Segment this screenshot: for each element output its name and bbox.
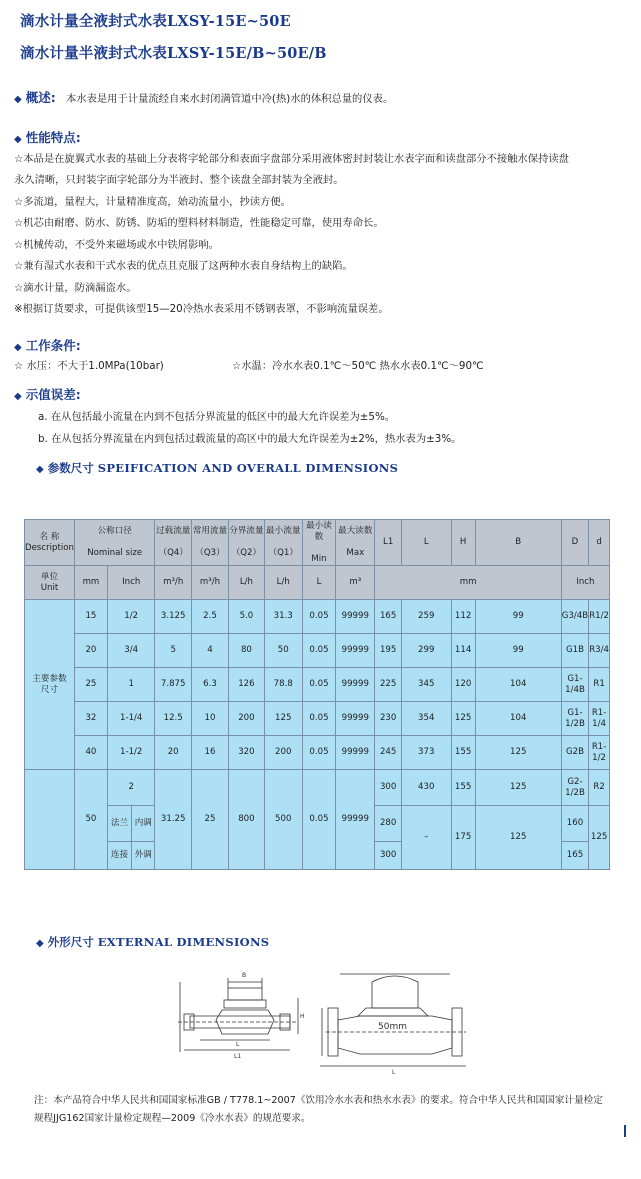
cell: 外调 [132,842,155,870]
overview-label: 概述: [25,90,56,105]
cell: 15 [74,600,107,634]
cell: 连接 [107,842,131,870]
table-row [25,702,610,736]
cell: 32 [74,702,107,736]
title-full-seal: 滴水计量全液封式水表LXSY-15E~50E [20,13,291,30]
cell: 1 [107,668,155,702]
feature-line: ※根据订货要求，可提供该型15—20冷热水表采用不锈钢表罩，不影响流量误差。 [14,303,389,315]
cell: 125 [475,736,561,770]
cell: 354 [401,702,451,736]
header-q3: 常用流量 （Q3） [191,520,228,566]
external-heading-en: EXTERNAL DIMENSIONS [97,935,270,949]
cell: 300 [375,842,402,870]
cell: R3/4 [589,634,610,668]
table-row-50a [25,770,610,806]
cell: 3.125 [155,600,191,634]
features-label: 性能特点: [25,130,81,145]
diamond-icon: ◆ [14,342,22,353]
cell: 200 [229,702,265,736]
cell: 99999 [336,736,375,770]
cell: 内调 [132,806,155,842]
table-row [25,736,610,770]
feature-line: ☆滴水计量，防滴漏盗水。 [14,282,137,294]
cell: G2B [561,736,588,770]
cell: 104 [475,702,561,736]
cell: 25 [191,770,228,870]
cell: 0.05 [302,736,335,770]
cell: 80 [229,634,265,668]
title-half-seal: 滴水计量半液封式水表LXSY-15E/B~50E/B [20,45,327,62]
table-header-row [25,520,610,566]
cell: 430 [401,770,451,806]
unit-q4: m³/h [155,566,191,600]
table-unit-row [25,566,610,600]
cell: 5.0 [229,600,265,634]
header-q2: 分界流量 （Q2） [229,520,265,566]
cell: 125 [451,702,475,736]
cell: 800 [229,770,265,870]
pressure-text: ☆ 水压：不大于1.0MPa(10bar) [14,360,164,372]
unit-inch: Inch [107,566,155,600]
note-line: 注：本产品符合中华人民共和国国家标准GB / T778.1~2007《饮用冷水水表和热水水表》的要求。符合中华人民共和国国家计量检定 [34,1095,603,1106]
cell: 99999 [336,600,375,634]
cell: 99999 [336,702,375,736]
cell: 125 [475,770,561,806]
cell: 200 [264,736,302,770]
cell: 4 [191,634,228,668]
cell: 99 [475,634,561,668]
group-label: 主要参数尺寸 [25,600,75,770]
cell: 1-1/4 [107,702,155,736]
table-row [25,634,610,668]
cell: 165 [375,600,402,634]
cell: 120 [451,668,475,702]
cell: 259 [401,600,451,634]
error-line-a: a. 在从包括最小流量在内到不包括分界流量的低区中的最大允许误差为±5%。 [38,411,396,423]
cell: 20 [74,634,107,668]
cell: 155 [451,770,475,806]
error-line-b: b. 在从包括分界流量在内到包括过载流量的高区中的最大允许误差为±2%，热水表为±3%。 [38,433,462,445]
cell: 78.8 [264,668,302,702]
cell: 法兰 [107,806,131,842]
cell: 20 [155,736,191,770]
cell: 50 [264,634,302,668]
external-heading-cn: 外形尺寸 [47,935,94,949]
header-d1: D [561,520,588,566]
cell: 125 [589,806,610,870]
section-features [14,128,81,146]
unit-inch-dims: Inch [561,566,609,600]
header-max: 最大读数 Max [336,520,375,566]
cell: 25 [74,668,107,702]
cell: 125 [264,702,302,736]
cell: R1/2 [589,600,610,634]
cell: 0.05 [302,634,335,668]
section-overview [14,88,56,106]
cell: 126 [229,668,265,702]
cell: 345 [401,668,451,702]
cell: 99999 [336,668,375,702]
cell: 195 [375,634,402,668]
cell: 99999 [336,634,375,668]
cell: 245 [375,736,402,770]
unit-label: 单位 Unit [25,566,75,600]
cell: 50 [74,770,107,870]
note-line: 规程JJG162国家计量检定规程—2009《冷水水表》的规范要求。 [34,1113,311,1124]
cell: G2-1/2B [561,770,588,806]
header-b: B [475,520,561,566]
cell: 300 [375,770,402,806]
cell: 3/4 [107,634,155,668]
temperature-text: ☆水温：冷水水表0.1℃～50℃ 热水水表0.1℃～90℃ [232,360,484,372]
cell: 125 [475,806,561,870]
diamond-icon: ◆ [14,391,22,402]
cell: 31.25 [155,770,191,870]
conditions-label: 工作条件: [25,338,81,353]
cell: 31.3 [264,600,302,634]
cell: 175 [451,806,475,870]
cell: – [401,806,451,870]
header-h: H [451,520,475,566]
header-q4: 过载流量 （Q4） [155,520,191,566]
feature-line: ☆兼有湿式水表和干式水表的优点且克服了这两种水表自身结构上的缺陷。 [14,260,353,272]
feature-line: ☆本品是在旋翼式水表的基础上分表将字轮部分和表面字盘部分采用液体密封封装让水表字面和读盘部分不接触水保持读盘 [14,153,569,165]
cell: R1 [589,668,610,702]
label-l-large: L [392,1069,396,1076]
label-b-small: B [242,972,247,979]
cell: 7.875 [155,668,191,702]
cell: 299 [401,634,451,668]
cell: G1-1/2B [561,702,588,736]
diamond-icon: ◆ [36,938,44,949]
diamond-icon: ◆ [14,94,22,105]
feature-line: ☆多流道，量程大，计量精准度高，始动流量小，抄读方便。 [14,196,291,208]
cell: G3/4B [561,600,588,634]
label-h-small: H [300,1013,305,1020]
header-nominal-size: 公称口径 Nominal size [74,520,155,566]
cell: 12.5 [155,702,191,736]
label-dn: 50mm [378,1022,407,1032]
unit-mm: mm [74,566,107,600]
cell: 99 [475,600,561,634]
unit-q2: L/h [229,566,265,600]
cell: R2 [589,770,610,806]
header-d2: d [589,520,610,566]
cell [25,770,75,870]
label-l1-small: L1 [234,1053,242,1060]
cell: 0.05 [302,600,335,634]
cell: 373 [401,736,451,770]
cell: 99999 [336,770,375,870]
header-l1: L1 [375,520,402,566]
cell: 104 [475,668,561,702]
cell: 112 [451,600,475,634]
table-row [25,600,610,634]
unit-q1: L/h [264,566,302,600]
cell: G1-1/4B [561,668,588,702]
cell: 165 [561,842,588,870]
cell: 2 [107,770,155,806]
header-min: 最小读数 Min [302,520,335,566]
cell: 2.5 [191,600,228,634]
overview-text: 本水表是用于计量流经自来水封闭满管道中冷(热)水的体积总量的仪表。 [66,93,394,105]
cell: 0.05 [302,770,335,870]
feature-line: ☆机械传动，不受外来磁场或水中铁屑影响。 [14,239,219,251]
cell: G1B [561,634,588,668]
cell: 10 [191,702,228,736]
cell: R1-1/2 [589,736,610,770]
cell: 40 [74,736,107,770]
header-description: 名 称 Description [25,520,75,566]
cell: 5 [155,634,191,668]
cell: 0.05 [302,668,335,702]
cell: 225 [375,668,402,702]
label-l-small: L [236,1041,240,1048]
cell: 500 [264,770,302,870]
cell: 160 [561,806,588,842]
table-row [25,668,610,702]
section-error [14,385,81,403]
cell: R1-1/4 [589,702,610,736]
spec-table [24,519,610,870]
diamond-icon: ◆ [14,134,22,145]
feature-line: 永久清晰，只封装字面字轮部分为半液封、整个读盘全部封装为全液封。 [14,174,344,186]
cell: 6.3 [191,668,228,702]
cell: 280 [375,806,402,842]
unit-q3: m³/h [191,566,228,600]
header-l: L [401,520,451,566]
large-meter-drawing [320,974,466,1066]
unit-min: L [302,566,335,600]
cell: 16 [191,736,228,770]
unit-max: m³ [336,566,375,600]
cell: 230 [375,702,402,736]
external-dimensions-drawing [170,968,470,1076]
feature-line: ☆机芯由耐磨、防水、防锈、防垢的塑料材料制造，性能稳定可靠，使用寿命长。 [14,217,384,229]
spec-heading-cn: 参数尺寸 [47,461,94,475]
cell: 320 [229,736,265,770]
unit-mm-dims: mm [375,566,561,600]
external-heading [36,934,269,950]
spec-heading [36,460,398,476]
section-conditions [14,336,81,354]
divider-mark [624,1125,626,1137]
cell: 0.05 [302,702,335,736]
header-q1: 最小流量 （Q1） [264,520,302,566]
diamond-icon: ◆ [36,464,44,475]
cell: 155 [451,736,475,770]
cell: 1-1/2 [107,736,155,770]
spec-heading-en: SPEIFICATION AND OVERALL DIMENSIONS [97,461,399,475]
error-label: 示值误差: [25,387,81,402]
cell: 114 [451,634,475,668]
cell: 1/2 [107,600,155,634]
